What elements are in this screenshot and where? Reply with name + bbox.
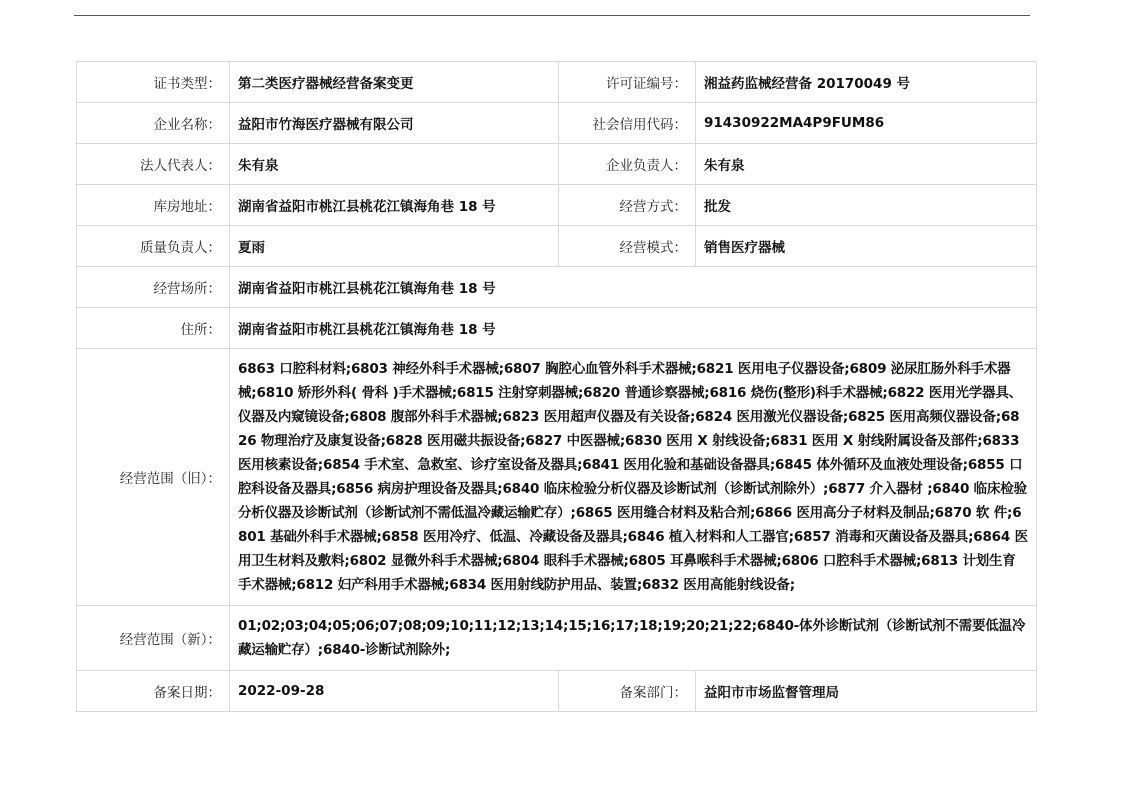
- row-quality: [77, 226, 1037, 267]
- filing-date-value: 2022-09-28: [230, 671, 559, 712]
- type-value: 第二类医疗器械经营备案变更: [230, 62, 559, 103]
- filing-dept-label: 备案部门：: [559, 671, 696, 712]
- legal-rep-value: 朱有泉: [230, 144, 559, 185]
- business-mode-label: 经营方式：: [559, 185, 696, 226]
- row-filing: [77, 671, 1037, 712]
- company-name-label: 企业名称：: [77, 103, 230, 144]
- filing-date-label: 备案日期：: [77, 671, 230, 712]
- certificate-table: [76, 61, 1037, 712]
- credit-code-label: 社会信用代码：: [559, 103, 696, 144]
- company-name-value: 益阳市竹海医疗器械有限公司: [230, 103, 559, 144]
- business-model-label: 经营模式：: [559, 226, 696, 267]
- scope-old-value: 6863 口腔科材料;6803 神经外科手术器械;6807 胸腔心血管外科手术器械;6821 医用电子仪器设备;6809 泌尿肛肠外科手术器械;6810 矫形外科( 骨科 )手术器械;6815 注射穿刺器械;6820 普通诊察器械;6816 烧伤(整形)科手术器械;6822 医用光学器具、仪器及内窥镜设备;6808 腹部外科手术器械;6823 医用超声仪器及有关设备;6824 医用激光仪器设备;6825 医用高频仪器设备;6826 物理治疗及康复设备;6828 医用磁共振设备;6827 中医器械;6830 医用 X 射线设备;6831 医用 X 射线附属设备及部件;6833 医用核素设备;6854 手术室、急救室、诊疗室设备及器具;6841 医用化验和基础设备器具;6845 体外循环及血液处理设备;6855 口腔科设备及器具;6856 病房护理设备及器具;6840 临床检验分析仪器及诊断试剂（诊断试剂除外）;6877 介入器材 ;6840 临床检验分析仪器及诊断试剂（诊断试剂不需低温冷藏运输贮存）;6865 医用缝合材料及粘合剂;6866 医用高分子材料及制品;6870 软 件;6801 基础外科手术器械;6858 医用冷疗、低温、冷藏设备及器具;6846 植入材料和人工器官;6857 消毒和灭菌设备及器具;6864 医用卫生材料及敷料;6802 显微外科手术器械;6804 眼科手术器械;6805 耳鼻喉科手术器械;6806 口腔科手术器械;6813 计划生育手术器械;6812 妇产科用手术器械;6834 医用射线防护用品、装置;6832 医用高能射线设备;: [230, 349, 1037, 606]
- premises-value: 湖南省益阳市桃江县桃花江镇海角巷 18 号: [230, 267, 1037, 308]
- warehouse-value: 湖南省益阳市桃江县桃花江镇海角巷 18 号: [230, 185, 559, 226]
- quality-value: 夏雨: [230, 226, 559, 267]
- scope-old-label: 经营范围（旧）：: [77, 349, 230, 606]
- scope-new-label: 经营范围（新）：: [77, 606, 230, 671]
- type-label: 证书类型：: [77, 62, 230, 103]
- warehouse-label: 库房地址：: [77, 185, 230, 226]
- top-divider: [74, 15, 1030, 16]
- row-premises: [77, 267, 1037, 308]
- row-warehouse: [77, 185, 1037, 226]
- row-company: [77, 103, 1037, 144]
- business-model-value: 销售医疗器械: [696, 226, 1037, 267]
- residence-value: 湖南省益阳市桃江县桃花江镇海角巷 18 号: [230, 308, 1037, 349]
- row-scope-old: [77, 349, 1037, 606]
- principal-value: 朱有泉: [696, 144, 1037, 185]
- credit-code-value: 91430922MA4P9FUM86: [696, 103, 1037, 144]
- quality-label: 质量负责人：: [77, 226, 230, 267]
- principal-label: 企业负责人：: [559, 144, 696, 185]
- filing-dept-value: 益阳市市场监督管理局: [696, 671, 1037, 712]
- scope-new-value: 01;02;03;04;05;06;07;08;09;10;11;12;13;14;15;16;17;18;19;20;21;22;6840-体外诊断试剂（诊断试剂不需要低温冷藏运输贮存）;6840-诊断试剂除外;: [230, 606, 1037, 671]
- residence-label: 住所：: [77, 308, 230, 349]
- premises-label: 经营场所：: [77, 267, 230, 308]
- row-residence: [77, 308, 1037, 349]
- business-mode-value: 批发: [696, 185, 1037, 226]
- license-no-label: 许可证编号：: [559, 62, 696, 103]
- legal-rep-label: 法人代表人：: [77, 144, 230, 185]
- row-scope-new: [77, 606, 1037, 671]
- license-no-value: 湘益药监械经营备 20170049 号: [696, 62, 1037, 103]
- row-legal-rep: [77, 144, 1037, 185]
- row-certificate-type: [77, 62, 1037, 103]
